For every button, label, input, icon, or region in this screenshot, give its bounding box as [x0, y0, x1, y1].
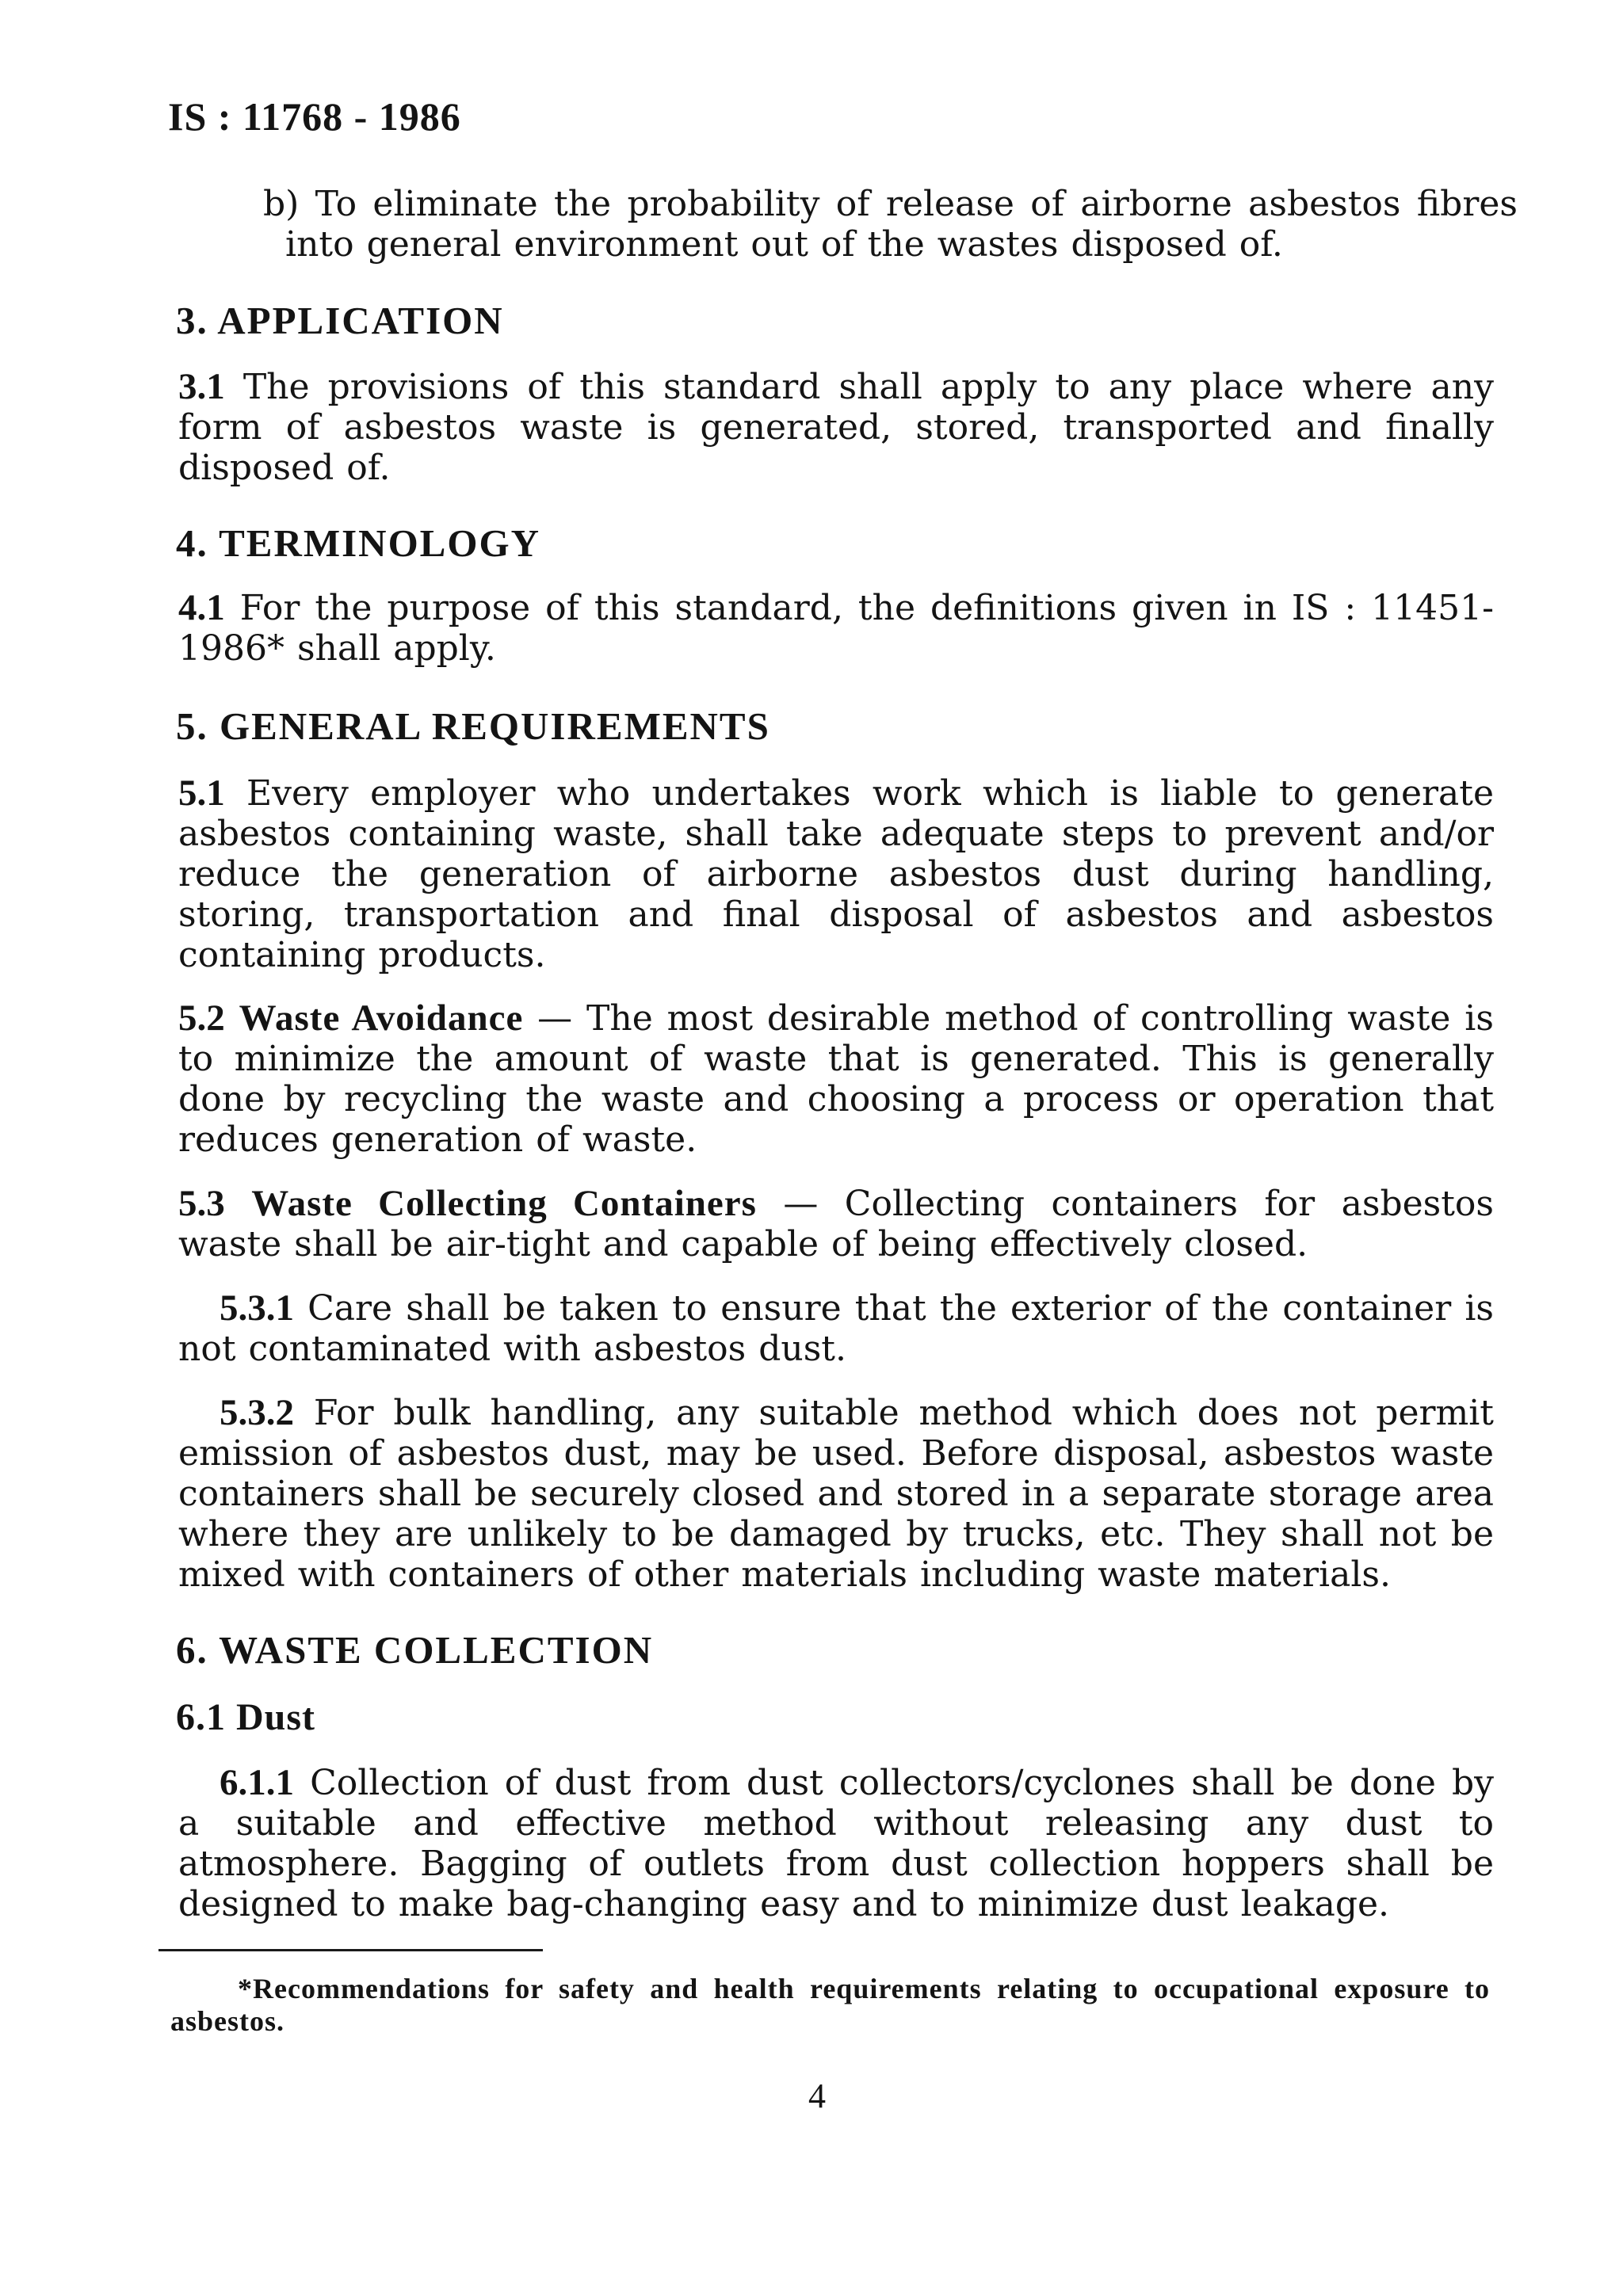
clause-5-3 — [178, 1184, 1494, 1264]
clause-number: 5.2 — [178, 997, 225, 1039]
clause-title: Waste Avoidance — [239, 997, 524, 1039]
clause-number: 3.1 — [178, 366, 225, 407]
clause-number: 5.3.2 — [220, 1392, 294, 1433]
footnote: *Recommendations for safety and health requirements relating to occupational exposure to asbestos. — [170, 1973, 1490, 2037]
footnote-divider — [158, 1949, 543, 1951]
clause-5-3-1 — [178, 1288, 1494, 1369]
clause-6-1-1 — [178, 1763, 1494, 1924]
item-b: b) To eliminate the probability of release of airborne asbestos fibres into general environment out of the wastes disposed of. — [263, 184, 1518, 265]
section-6-heading: 6. WASTE COLLECTION — [176, 1628, 654, 1672]
section-4-heading: 4. TERMINOLOGY — [176, 521, 540, 565]
clause-text: The provisions of this standard shall apply to any place where any form of asbestos waste is generated, stored, transported and finally disposed of. — [178, 367, 1494, 488]
clause-number: 6.1.1 — [220, 1762, 294, 1803]
clause-text: Care shall be taken to ensure that the exterior of the container is not contaminated with asbestos dust. — [178, 1288, 1494, 1369]
clause-number: 5.3.1 — [220, 1287, 294, 1329]
section-6-1-heading: 6.1 Dust — [176, 1696, 316, 1738]
clause-number: 5.1 — [178, 772, 225, 814]
clause-5-2 — [178, 998, 1494, 1160]
clause-3-1 — [178, 367, 1494, 488]
clause-text: For bulk handling, any suitable method which does not permit emission of asbestos dust, may be used. Before disposal, asbestos waste containers shall be securely closed and stored in a separate storage area where they are unlikely to be damaged by trucks, etc. They shall not be mixed with containers of other materials including waste materials. — [178, 1393, 1494, 1595]
page-number: 4 — [808, 2077, 826, 2115]
clause-number: 5.3 — [178, 1183, 225, 1224]
clause-text: Every employer who undertakes work which is liable to generate asbestos containing waste, shall take adequate steps to prevent and/or reduce the generation of airborne asbestos dust during handling, storing, transportation and final disposal of asbestos and asbestos containing products. — [178, 773, 1494, 975]
section-5-heading: 5. GENERAL REQUIREMENTS — [176, 704, 770, 748]
clause-text: For the purpose of this standard, the definitions given in IS : 11451-1986* shall apply. — [178, 588, 1495, 669]
document-header: IS : 11768 - 1986 — [168, 94, 461, 139]
clause-text: — Collecting containers for asbestos waste shall be air-tight and capable of being effectively closed. — [178, 1184, 1494, 1264]
clause-4-1 — [178, 588, 1494, 669]
clause-text: Collection of dust from dust collectors/cyclones shall be done by a suitable and effective method without releasing any dust to atmosphere. Bagging of outlets from dust collection hoppers shall be designed to make bag-changing easy and to minimize dust leakage. — [178, 1763, 1494, 1924]
clause-title: Waste Collecting Containers — [251, 1183, 757, 1224]
clause-number: 4.1 — [178, 587, 225, 628]
section-3-heading: 3. APPLICATION — [176, 299, 504, 342]
clause-5-3-2 — [178, 1393, 1494, 1595]
clause-5-1 — [178, 773, 1494, 975]
clause-text: — The most desirable method of controlling waste is to minimize the amount of waste that is generated. This is generally done by recycling the waste and choosing a process or operation that reduces generation of waste. — [178, 998, 1494, 1160]
